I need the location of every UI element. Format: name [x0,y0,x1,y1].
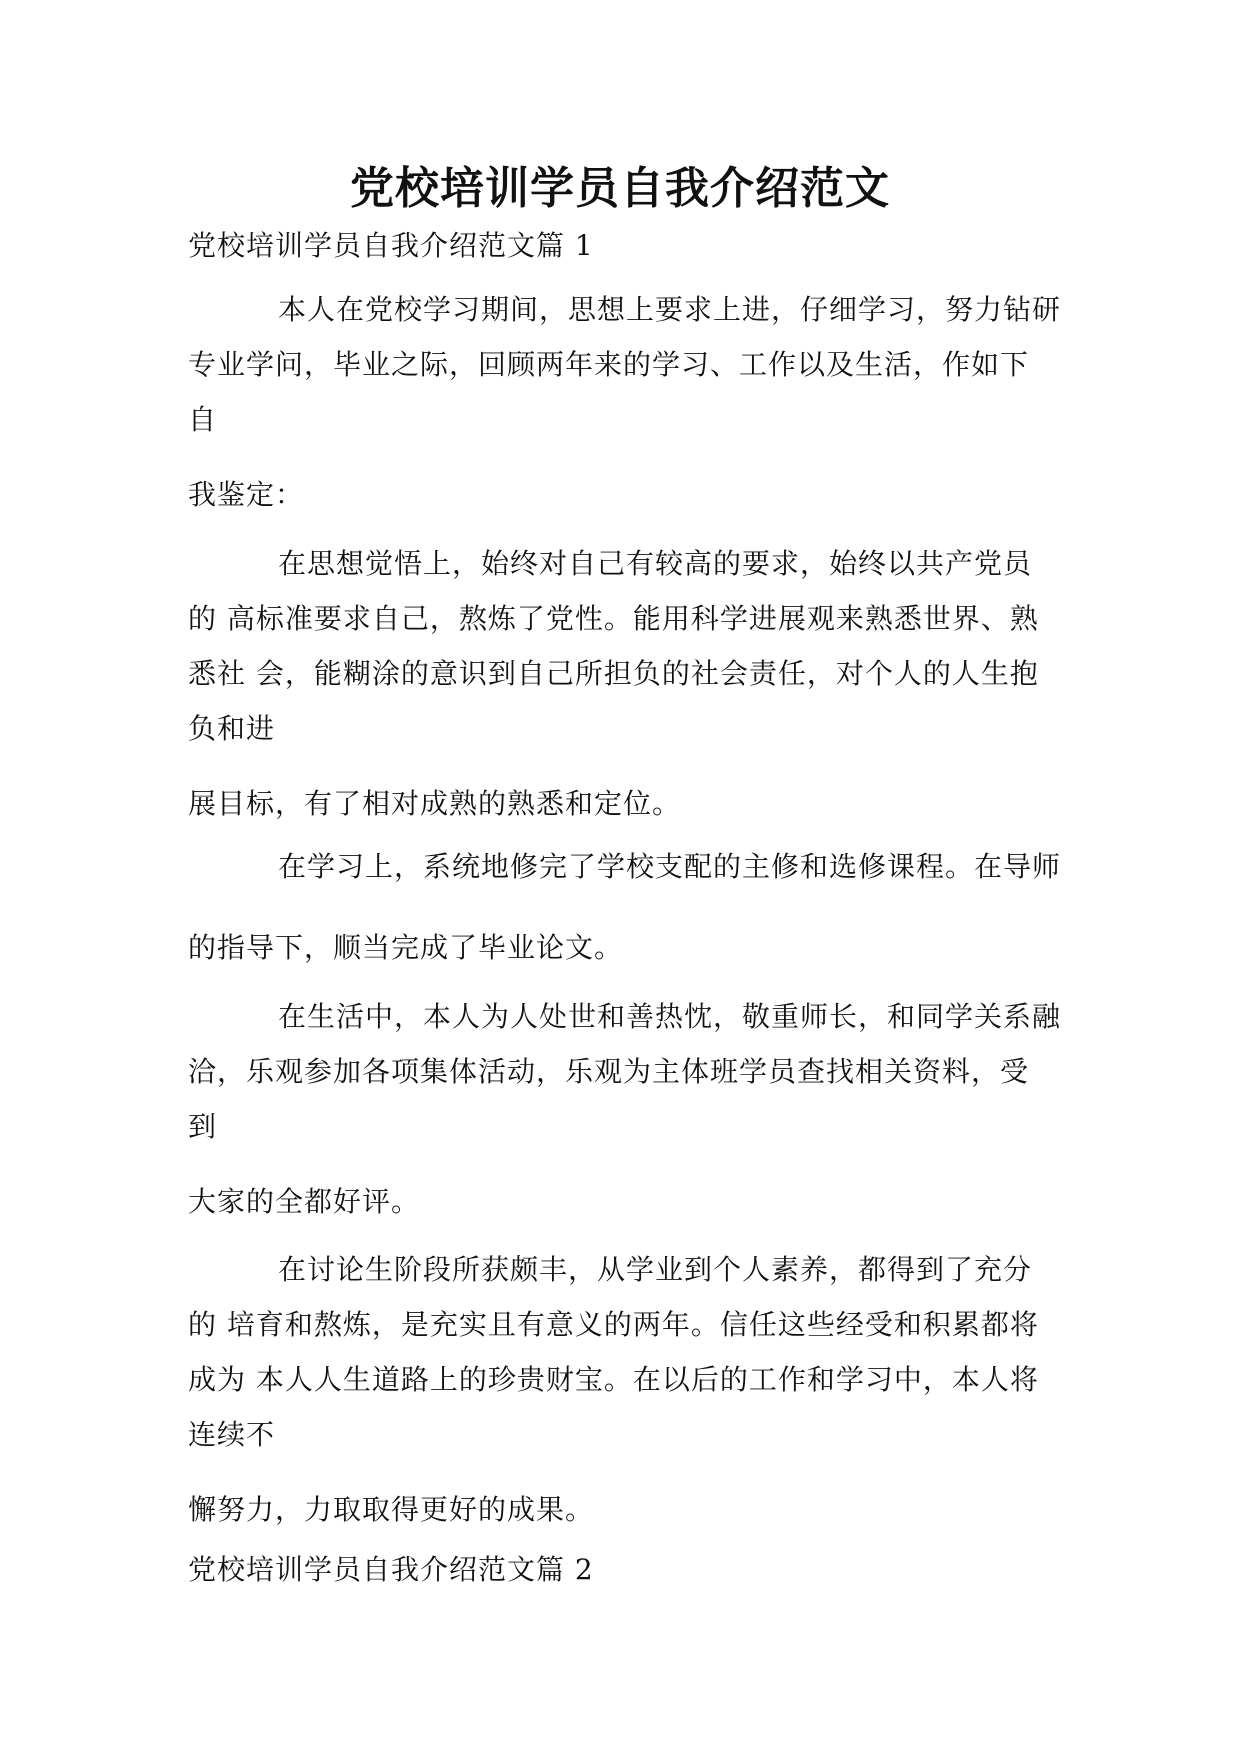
text-line: 在学习上，系统地修完了学校支配的主修和选修课程。在导师 [278,850,1062,883]
document-title: 党校培训学员自我介绍范文 [350,163,890,214]
text-line: 洽，乐观参加各项集体活动，乐观为主体班学员查找相关资料，受 [188,1055,1030,1088]
text-line: 成为 本人人生道路上的珍贵财宝。在以后的工作和学习中，本人将 [188,1363,1039,1396]
section-heading-1: 党校培训学员自我介绍范文篇 1 [188,229,594,262]
section-heading-2: 党校培训学员自我介绍范文篇 2 [188,1553,594,1586]
text-line: 我鉴定： [188,478,305,511]
text-line: 自 [188,403,218,436]
text-line: 展目标，有了相对成熟的熟悉和定位。 [188,787,682,820]
text-line: 本人在党校学习期间，思想上要求上进，仔细学习，努力钻研 [278,293,1062,326]
text-line: 的指导下，顺当完成了毕业论文。 [188,931,624,964]
text-line: 在生活中，本人为人处世和善热忱，敬重师长，和同学关系融 [278,1000,1062,1033]
text-line: 在讨论生阶段所获颇丰，从学业到个人素养，都得到了充分 [278,1253,1033,1286]
text-line: 懈努力，力取取得更好的成果。 [188,1493,595,1526]
text-line: 连续不 [188,1418,276,1451]
text-line: 在思想觉悟上，始终对自己有较高的要求，始终以共产党员 [278,547,1033,580]
text-line: 负和进 [188,712,276,745]
text-line: 的 高标准要求自己，熬炼了党性。能用科学进展观来熟悉世界、熟 [188,602,1039,635]
text-line: 悉社 会，能糊涂的意识到自己所担负的社会责任，对个人的人生抱 [188,657,1039,690]
text-line: 到 [188,1110,218,1143]
text-line: 的 培育和熬炼，是充实且有意义的两年。信任这些经受和积累都将 [188,1308,1039,1341]
text-line: 大家的全都好评。 [188,1185,421,1218]
text-line: 专业学问，毕业之际，回顾两年来的学习、工作以及生活，作如下 [188,348,1030,381]
